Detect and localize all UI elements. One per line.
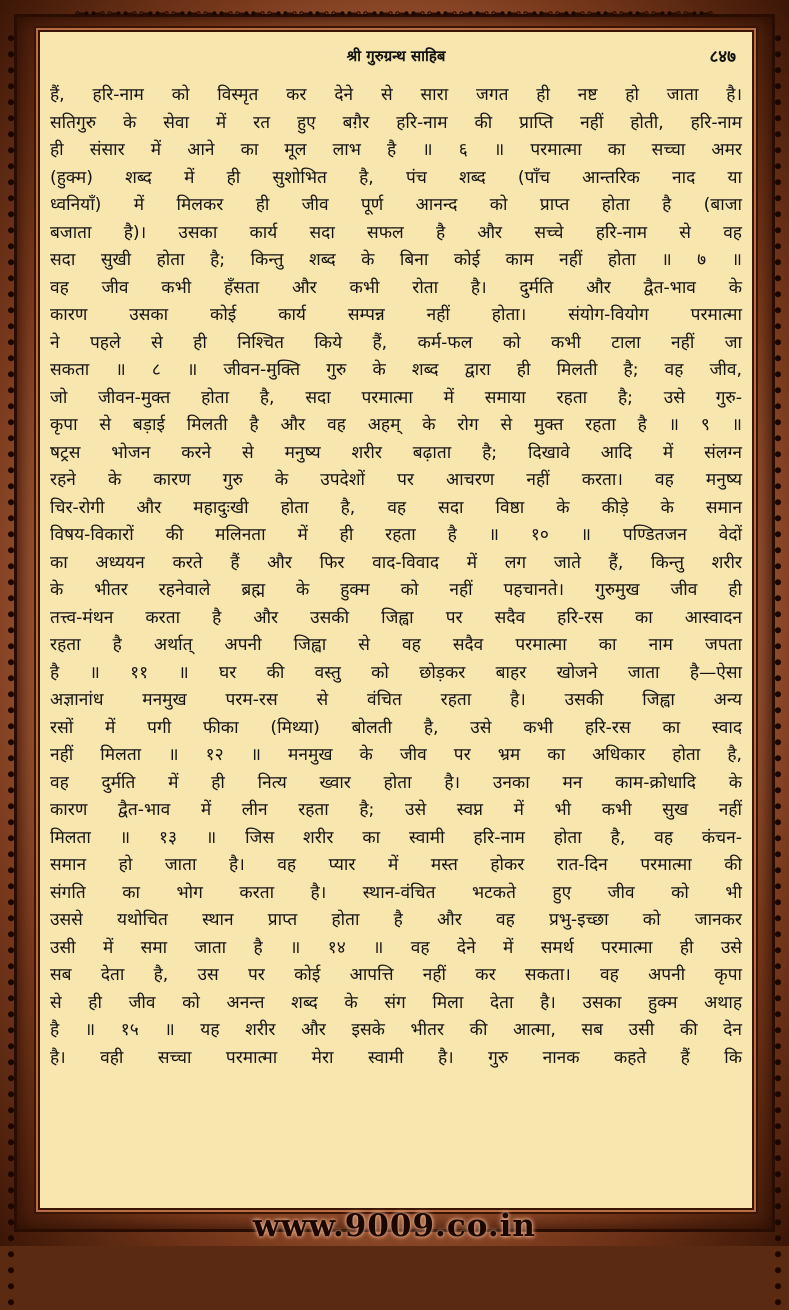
- text-line: तत्त्व-मंथन करता है और उसकी जिह्वा पर सदैव हरि-रस का आस्वादन: [50, 607, 742, 628]
- text-line: ध्वनियाँ) में मिलकर ही जीव पूर्ण आनन्द को प्राप्त होता है (बाजा: [50, 195, 742, 215]
- text-line: सकता ॥ ८ ॥ जीवन-मुक्ति गुरु के शब्द द्वारा ही मिलती है; वह जीव,: [50, 360, 742, 380]
- text-line: है ॥ ११ ॥ घर की वस्तु को छोड़कर बाहर खोजने जाता है—ऐसा: [50, 662, 742, 683]
- text-line: मिलता ॥ १३ ॥ जिस शरीर का स्वामी हरि-नाम होता है, वह कंचन-: [50, 827, 742, 848]
- text-line: विषय-विकारों की मलिनता में ही रहता है ॥ १० ॥ पण्डितजन वेदों: [50, 525, 742, 545]
- text-line: हैं, हरि-नाम को विस्मृत कर देने से सारा जगत ही नष्ट हो जाता है।: [50, 85, 742, 105]
- text-line: सतिगुरु के सेवा में रत हुए बग़ैर हरि-नाम की प्राप्ति नहीं होती, हरि-नाम: [50, 112, 742, 133]
- page-header: [40, 38, 752, 78]
- text-line: है। वही सच्चा परमात्मा मेरा स्वामी है। गुरु नानक कहते हैं कि: [50, 1047, 742, 1068]
- text-line: कारण उसका कोई कार्य सम्पन्न नहीं होता। संयोग-वियोग परमात्मा: [50, 305, 742, 325]
- text-line: बजाता है)। उसका कार्य सदा सफल है और सच्चे हरि-नाम से वह: [50, 222, 742, 243]
- text-line: से ही जीव को अनन्त शब्द के संग मिला देता है। उसका हुक्म अथाह: [50, 992, 742, 1013]
- page-number: ८४७: [709, 47, 736, 67]
- text-line: ने पहले से ही निश्चित किये हैं, कर्म-फल को कभी टाला नहीं जा: [50, 332, 742, 353]
- page-body-text: [50, 82, 742, 1072]
- text-line: सदा सुखी होता है; किन्तु शब्द के बिना कोई काम नहीं होता ॥ ७ ॥: [50, 250, 742, 270]
- text-line: संगति का भोग करता है। स्थान-वंचित भटकते हुए जीव को भी: [50, 882, 742, 903]
- text-line: कारण द्वैत-भाव में लीन रहता है; उसे स्वप्न में भी कभी सुख नहीं: [50, 800, 742, 820]
- text-line: नहीं मिलता ॥ १२ ॥ मनमुख के जीव पर भ्रम का अधिकार होता है,: [50, 745, 742, 765]
- top-ornament-border: ⊶⊷⊶⊷⊶⊷⊶⊷⊶⊷⊶⊷⊶⊷⊶⊷⊶⊷⊶⊷⊶⊷⊶⊷⊶⊷⊶⊷⊶⊷⊶⊷⊶⊷⊶⊷⊶⊷⊶⊷: [74, 4, 715, 22]
- text-line: कृपा से बड़ाई मिलती है और वह अहम् के रोग से मुक्त रहता है ॥ ९ ॥: [50, 415, 742, 435]
- text-line: है ॥ १५ ॥ यह शरीर और इसके भीतर की आत्मा, सब उसी की देन: [50, 1020, 742, 1040]
- text-line: रहने के कारण गुरु के उपदेशों पर आचरण नहीं करता। वह मनुष्य: [50, 470, 742, 490]
- text-line: उससे यथोचित स्थान प्राप्त होता है और वह प्रभु-इच्छा को जानकर: [50, 910, 742, 930]
- right-ornament-border: ⦁ ⦁ ⦁ ⦁ ⦁ ⦁ ⦁ ⦁ ⦁ ⦁ ⦁ ⦁ ⦁ ⦁ ⦁ ⦁ ⦁ ⦁ ⦁ ⦁ ⦁ ⦁ ⦁ ⦁ ⦁ ⦁ ⦁ ⦁ ⦁ ⦁ ⦁ ⦁ ⦁ ⦁ ⦁ ⦁ ⦁ ⦁ ⦁ ⦁ ⦁ ⦁ ⦁ ⦁ ⦁ ⦁ ⦁ ⦁ ⦁ ⦁ ⦁ ⦁ ⦁ ⦁ ⦁ ⦁ ⦁ ⦁ ⦁ ⦁ ⦁ ⦁ ⦁ ⦁ ⦁ ⦁ ⦁ ⦁ ⦁ ⦁ ⦁ ⦁ ⦁ ⦁ ⦁ ⦁ ⦁ ⦁ ⦁ ⦁: [774, 30, 782, 1310]
- text-line: वह जीव कभी हँसता और कभी रोता है। दुर्मति और द्वैत-भाव के: [50, 277, 742, 298]
- text-line: जो जीवन-मुक्त होता है, सदा परमात्मा में समाया रहता है; उसे गुरु-: [50, 387, 742, 408]
- text-line: सब देता है, उस पर कोई आपत्ति नहीं कर सकता। वह अपनी कृपा: [50, 965, 742, 985]
- text-line: रहता है अर्थात् अपनी जिह्वा से वह सदैव परमात्मा का नाम जपता: [50, 635, 742, 655]
- text-line: ही संसार में आने का मूल लाभ है ॥ ६ ॥ परमात्मा का सच्चा अमर: [50, 140, 742, 160]
- text-line: के भीतर रहनेवाले ब्रह्म के हुक्म को नहीं पहचानते। गुरुमुख जीव ही: [50, 580, 742, 600]
- left-ornament-border: ⦁ ⦁ ⦁ ⦁ ⦁ ⦁ ⦁ ⦁ ⦁ ⦁ ⦁ ⦁ ⦁ ⦁ ⦁ ⦁ ⦁ ⦁ ⦁ ⦁ ⦁ ⦁ ⦁ ⦁ ⦁ ⦁ ⦁ ⦁ ⦁ ⦁ ⦁ ⦁ ⦁ ⦁ ⦁ ⦁ ⦁ ⦁ ⦁ ⦁ ⦁ ⦁ ⦁ ⦁ ⦁ ⦁ ⦁ ⦁ ⦁ ⦁ ⦁ ⦁ ⦁ ⦁ ⦁ ⦁ ⦁ ⦁ ⦁ ⦁ ⦁ ⦁ ⦁ ⦁ ⦁ ⦁ ⦁ ⦁ ⦁ ⦁ ⦁ ⦁ ⦁ ⦁ ⦁ ⦁ ⦁ ⦁ ⦁ ⦁: [7, 30, 15, 1310]
- text-line: उसी में समा जाता है ॥ १४ ॥ वह देने में समर्थ परमात्मा ही उसे: [50, 937, 742, 958]
- text-line: चिर-रोगी और महादुःखी होता है, वह सदा विष्ठा के कीड़े के समान: [50, 497, 742, 518]
- text-line: वह दुर्मति में ही नित्य ख्वार होता है। उनका मन काम-क्रोधादि के: [50, 772, 742, 793]
- text-line: समान हो जाता है। वह प्यार में मस्त होकर रात-दिन परमात्मा की: [50, 855, 742, 875]
- text-line: रसों में पगी फीका (मिथ्या) बोलती है, उसे कभी हरि-रस का स्वाद: [50, 717, 742, 738]
- text-line: षट्रस भोजन करने से मनुष्य शरीर बढ़ाता है; दिखावे आदि में संलग्न: [50, 442, 742, 463]
- text-line: अज्ञानांध मनमुख परम-रस से वंचित रहता है। उसकी जिह्वा अन्य: [50, 690, 742, 710]
- website-watermark[interactable]: www.9009.co.in: [253, 1208, 536, 1244]
- page-title: श्री गुरुग्रन्थ साहिब: [346, 47, 446, 65]
- text-line: (हुक्म) शब्द में ही सुशोभित है, पंच शब्द (पाँच आन्तरिक नाद या: [50, 167, 742, 188]
- text-line: का अध्ययन करते हैं और फिर वाद-विवाद में लग जाते हैं, किन्तु शरीर: [50, 552, 742, 573]
- scripture-page: [38, 30, 754, 1210]
